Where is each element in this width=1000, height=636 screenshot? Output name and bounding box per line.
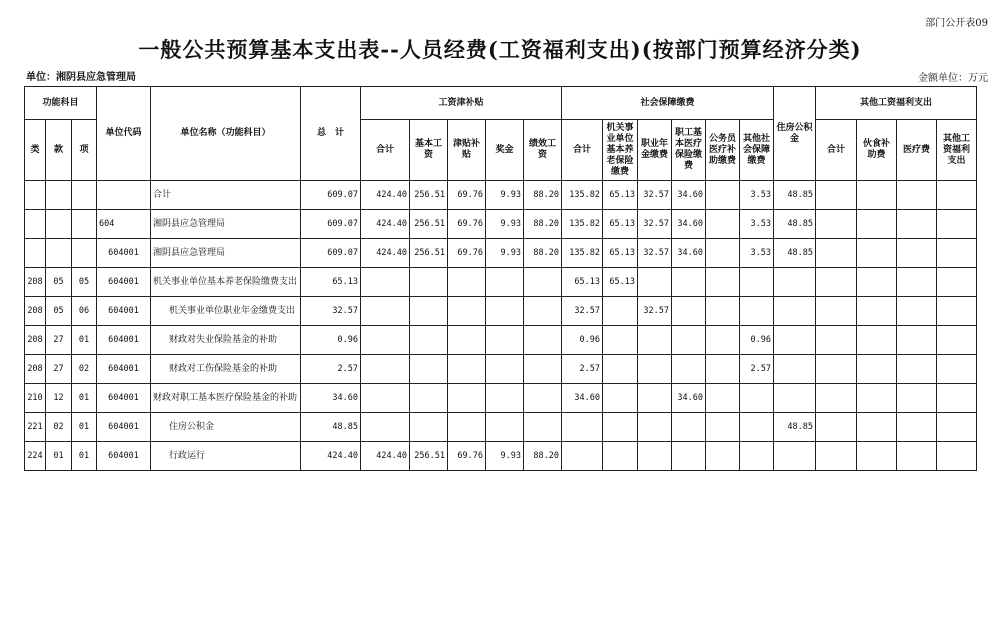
cell-housing: 48.85 xyxy=(774,181,816,210)
cell-o-total xyxy=(816,297,857,326)
cell-o-other xyxy=(937,384,977,413)
cell-w-bonus xyxy=(486,384,524,413)
cell-w-total xyxy=(361,268,410,297)
header-func-subject: 功能科目 xyxy=(25,87,97,120)
cell-w-basic xyxy=(410,413,448,442)
cell-lei: 221 xyxy=(25,413,46,442)
cell-o-other xyxy=(937,442,977,471)
cell-xiang: 01 xyxy=(72,442,97,471)
cell-w-basic: 256.51 xyxy=(410,239,448,268)
cell-o-med xyxy=(897,355,937,384)
cell-w-bonus xyxy=(486,355,524,384)
cell-code: 604001 xyxy=(97,413,151,442)
header-kuan: 款 xyxy=(46,120,72,181)
cell-total: 65.13 xyxy=(301,268,361,297)
cell-total: 0.96 xyxy=(301,326,361,355)
cell-s-pension xyxy=(603,297,638,326)
header-wage-performance: 绩效工资 xyxy=(524,120,562,181)
cell-lei xyxy=(25,181,46,210)
cell-xiang: 01 xyxy=(72,413,97,442)
cell-w-basic xyxy=(410,384,448,413)
table-row xyxy=(25,355,977,384)
cell-w-allow: 69.76 xyxy=(448,442,486,471)
cell-s-medical xyxy=(672,413,706,442)
cell-o-other xyxy=(937,268,977,297)
cell-name: 财政对职工基本医疗保险基金的补助 xyxy=(151,384,301,413)
cell-s-total: 65.13 xyxy=(562,268,603,297)
cell-s-total: 135.82 xyxy=(562,210,603,239)
cell-o-med xyxy=(897,384,937,413)
cell-total: 34.60 xyxy=(301,384,361,413)
cell-o-med xyxy=(897,181,937,210)
cell-s-annuity: 32.57 xyxy=(638,297,672,326)
cell-w-basic xyxy=(410,355,448,384)
cell-w-basic: 256.51 xyxy=(410,210,448,239)
cell-o-med xyxy=(897,239,937,268)
cell-o-med xyxy=(897,413,937,442)
cell-name: 机关事业单位职业年金缴费支出 xyxy=(151,297,301,326)
cell-w-allow: 69.76 xyxy=(448,181,486,210)
cell-housing xyxy=(774,384,816,413)
cell-o-total xyxy=(816,268,857,297)
cell-s-medical xyxy=(672,355,706,384)
cell-name: 财政对工伤保险基金的补助 xyxy=(151,355,301,384)
cell-s-other: 0.96 xyxy=(740,326,774,355)
cell-total: 609.07 xyxy=(301,239,361,268)
header-social-civil-servant: 公务员医疗补助缴费 xyxy=(706,120,740,181)
cell-s-medical: 34.60 xyxy=(672,384,706,413)
header-social-group: 社会保障缴费 xyxy=(562,87,774,120)
cell-kuan: 27 xyxy=(46,355,72,384)
cell-w-perf: 88.20 xyxy=(524,239,562,268)
cell-s-medical xyxy=(672,297,706,326)
cell-lei xyxy=(25,210,46,239)
cell-code: 604001 xyxy=(97,297,151,326)
cell-s-annuity xyxy=(638,413,672,442)
cell-w-allow xyxy=(448,413,486,442)
cell-o-other xyxy=(937,239,977,268)
cell-o-other xyxy=(937,181,977,210)
cell-housing: 48.85 xyxy=(774,413,816,442)
cell-housing: 48.85 xyxy=(774,239,816,268)
cell-s-annuity xyxy=(638,442,672,471)
cell-code: 604001 xyxy=(97,442,151,471)
cell-s-civil xyxy=(706,239,740,268)
header-other-total: 合计 xyxy=(816,120,857,181)
cell-kuan: 01 xyxy=(46,442,72,471)
cell-total: 48.85 xyxy=(301,413,361,442)
cell-s-total: 135.82 xyxy=(562,239,603,268)
cell-w-perf xyxy=(524,413,562,442)
cell-s-pension xyxy=(603,355,638,384)
cell-w-basic xyxy=(410,297,448,326)
cell-w-total xyxy=(361,297,410,326)
cell-name: 住房公积金 xyxy=(151,413,301,442)
header-social-total: 合计 xyxy=(562,120,603,181)
cell-s-annuity xyxy=(638,384,672,413)
header-total: 总 计 xyxy=(301,87,361,181)
cell-o-other xyxy=(937,326,977,355)
header-other-welfare: 其他工资福利支出 xyxy=(937,120,977,181)
cell-w-basic: 256.51 xyxy=(410,442,448,471)
cell-w-total: 424.40 xyxy=(361,239,410,268)
cell-s-other xyxy=(740,384,774,413)
cell-o-meal xyxy=(857,297,897,326)
cell-o-total xyxy=(816,210,857,239)
cell-w-bonus xyxy=(486,297,524,326)
cell-o-meal xyxy=(857,268,897,297)
cell-w-basic xyxy=(410,326,448,355)
form-number: 部门公开表09 xyxy=(925,18,988,29)
cell-code: 604001 xyxy=(97,239,151,268)
cell-code: 604001 xyxy=(97,355,151,384)
cell-w-total: 424.40 xyxy=(361,181,410,210)
cell-s-total xyxy=(562,442,603,471)
cell-o-total xyxy=(816,413,857,442)
cell-s-civil xyxy=(706,355,740,384)
cell-s-other xyxy=(740,268,774,297)
cell-s-other xyxy=(740,413,774,442)
cell-s-annuity xyxy=(638,355,672,384)
header-other-meal: 伙食补助费 xyxy=(857,120,897,181)
cell-s-pension xyxy=(603,442,638,471)
header-social-medical: 职工基本医疗保险缴费 xyxy=(672,120,706,181)
cell-s-other: 3.53 xyxy=(740,239,774,268)
header-other-medical: 医疗费 xyxy=(897,120,937,181)
cell-kuan: 12 xyxy=(46,384,72,413)
header-wage-basic: 基本工资 xyxy=(410,120,448,181)
cell-o-meal xyxy=(857,210,897,239)
cell-xiang: 01 xyxy=(72,326,97,355)
cell-w-perf xyxy=(524,297,562,326)
cell-kuan: 02 xyxy=(46,413,72,442)
cell-w-perf xyxy=(524,384,562,413)
cell-housing xyxy=(774,355,816,384)
cell-w-bonus: 9.93 xyxy=(486,239,524,268)
header-lei: 类 xyxy=(25,120,46,181)
cell-w-bonus xyxy=(486,268,524,297)
cell-o-other xyxy=(937,355,977,384)
cell-o-meal xyxy=(857,413,897,442)
table-row xyxy=(25,181,977,210)
header-housing: 住房公积金 xyxy=(774,87,816,181)
cell-w-allow xyxy=(448,355,486,384)
cell-s-total: 34.60 xyxy=(562,384,603,413)
cell-name: 财政对失业保险基金的补助 xyxy=(151,326,301,355)
cell-w-total: 424.40 xyxy=(361,442,410,471)
cell-s-total: 32.57 xyxy=(562,297,603,326)
cell-xiang xyxy=(72,210,97,239)
cell-code: 604 xyxy=(97,210,151,239)
cell-lei: 208 xyxy=(25,297,46,326)
header-wage-allowance: 津贴补贴 xyxy=(448,120,486,181)
cell-s-annuity xyxy=(638,268,672,297)
cell-s-pension: 65.13 xyxy=(603,268,638,297)
header-social-other: 其他社会保障缴费 xyxy=(740,120,774,181)
cell-o-other xyxy=(937,413,977,442)
cell-s-other: 3.53 xyxy=(740,210,774,239)
cell-w-bonus xyxy=(486,413,524,442)
cell-name: 合计 xyxy=(151,181,301,210)
cell-w-allow: 69.76 xyxy=(448,239,486,268)
cell-s-total: 2.57 xyxy=(562,355,603,384)
cell-o-meal xyxy=(857,442,897,471)
cell-s-civil xyxy=(706,384,740,413)
cell-s-civil xyxy=(706,413,740,442)
cell-s-civil xyxy=(706,297,740,326)
cell-s-annuity: 32.57 xyxy=(638,210,672,239)
header-xiang: 项 xyxy=(72,120,97,181)
cell-o-total xyxy=(816,239,857,268)
cell-s-pension xyxy=(603,384,638,413)
cell-o-meal xyxy=(857,326,897,355)
cell-s-other: 2.57 xyxy=(740,355,774,384)
unit-label: 单位：湘阴县应急管理局 xyxy=(26,72,136,83)
cell-s-other xyxy=(740,297,774,326)
cell-code xyxy=(97,181,151,210)
cell-o-meal xyxy=(857,239,897,268)
cell-name: 湘阴县应急管理局 xyxy=(151,239,301,268)
cell-w-allow xyxy=(448,384,486,413)
cell-s-civil xyxy=(706,181,740,210)
cell-s-total: 0.96 xyxy=(562,326,603,355)
cell-kuan: 05 xyxy=(46,297,72,326)
table-row xyxy=(25,413,977,442)
cell-s-total: 135.82 xyxy=(562,181,603,210)
header-wage-bonus: 奖金 xyxy=(486,120,524,181)
cell-s-pension: 65.13 xyxy=(603,239,638,268)
cell-w-perf: 88.20 xyxy=(524,442,562,471)
cell-s-pension: 65.13 xyxy=(603,181,638,210)
cell-w-perf: 88.20 xyxy=(524,181,562,210)
cell-total: 2.57 xyxy=(301,355,361,384)
cell-kuan: 05 xyxy=(46,268,72,297)
cell-s-medical xyxy=(672,326,706,355)
table-row xyxy=(25,268,977,297)
cell-s-other xyxy=(740,442,774,471)
cell-xiang xyxy=(72,181,97,210)
cell-housing xyxy=(774,297,816,326)
cell-w-perf xyxy=(524,355,562,384)
cell-total: 609.07 xyxy=(301,181,361,210)
cell-housing xyxy=(774,326,816,355)
cell-s-medical: 34.60 xyxy=(672,181,706,210)
cell-o-med xyxy=(897,268,937,297)
cell-o-total xyxy=(816,181,857,210)
cell-s-pension xyxy=(603,326,638,355)
cell-code: 604001 xyxy=(97,326,151,355)
cell-o-total xyxy=(816,355,857,384)
header-other-group: 其他工资福利支出 xyxy=(816,87,977,120)
cell-xiang: 06 xyxy=(72,297,97,326)
cell-lei xyxy=(25,239,46,268)
cell-o-med xyxy=(897,442,937,471)
cell-o-other xyxy=(937,210,977,239)
cell-s-total xyxy=(562,413,603,442)
cell-total: 32.57 xyxy=(301,297,361,326)
cell-w-allow: 69.76 xyxy=(448,210,486,239)
cell-s-other: 3.53 xyxy=(740,181,774,210)
cell-o-meal xyxy=(857,181,897,210)
header-unit-name: 单位名称（功能科目） xyxy=(151,87,301,181)
cell-s-medical: 34.60 xyxy=(672,239,706,268)
cell-w-bonus: 9.93 xyxy=(486,442,524,471)
cell-s-pension: 65.13 xyxy=(603,210,638,239)
cell-w-total: 424.40 xyxy=(361,210,410,239)
cell-o-meal xyxy=(857,384,897,413)
cell-lei: 208 xyxy=(25,355,46,384)
cell-o-med xyxy=(897,326,937,355)
cell-xiang: 05 xyxy=(72,268,97,297)
cell-s-annuity xyxy=(638,326,672,355)
cell-kuan: 27 xyxy=(46,326,72,355)
cell-xiang: 02 xyxy=(72,355,97,384)
cell-s-medical: 34.60 xyxy=(672,210,706,239)
cell-xiang xyxy=(72,239,97,268)
cell-housing xyxy=(774,268,816,297)
cell-kuan xyxy=(46,239,72,268)
cell-kuan xyxy=(46,181,72,210)
cell-code: 604001 xyxy=(97,268,151,297)
cell-total: 609.07 xyxy=(301,210,361,239)
cell-o-total xyxy=(816,326,857,355)
cell-code: 604001 xyxy=(97,384,151,413)
cell-w-perf: 88.20 xyxy=(524,210,562,239)
cell-o-total xyxy=(816,384,857,413)
cell-housing xyxy=(774,442,816,471)
cell-w-basic xyxy=(410,268,448,297)
table-row xyxy=(25,210,977,239)
cell-w-total xyxy=(361,413,410,442)
cell-lei: 224 xyxy=(25,442,46,471)
cell-w-perf xyxy=(524,268,562,297)
cell-total: 424.40 xyxy=(301,442,361,471)
header-wage-group: 工资津补贴 xyxy=(361,87,562,120)
cell-w-perf xyxy=(524,326,562,355)
header-unit-code: 单位代码 xyxy=(97,87,151,181)
cell-w-total xyxy=(361,326,410,355)
cell-o-med xyxy=(897,297,937,326)
cell-w-allow xyxy=(448,268,486,297)
cell-w-total xyxy=(361,384,410,413)
table-row xyxy=(25,384,977,413)
cell-xiang: 01 xyxy=(72,384,97,413)
cell-s-medical xyxy=(672,442,706,471)
cell-name: 机关事业单位基本养老保险缴费支出 xyxy=(151,268,301,297)
cell-w-allow xyxy=(448,297,486,326)
cell-lei: 208 xyxy=(25,326,46,355)
cell-w-bonus xyxy=(486,326,524,355)
cell-s-annuity: 32.57 xyxy=(638,181,672,210)
cell-name: 湘阴县应急管理局 xyxy=(151,210,301,239)
cell-o-med xyxy=(897,210,937,239)
cell-kuan xyxy=(46,210,72,239)
cell-s-civil xyxy=(706,442,740,471)
cell-w-allow xyxy=(448,326,486,355)
cell-s-civil xyxy=(706,210,740,239)
cell-s-medical xyxy=(672,268,706,297)
cell-s-pension xyxy=(603,413,638,442)
table-row xyxy=(25,297,977,326)
cell-w-basic: 256.51 xyxy=(410,181,448,210)
cell-w-bonus: 9.93 xyxy=(486,210,524,239)
header-social-annuity: 职业年金缴费 xyxy=(638,120,672,181)
cell-o-other xyxy=(937,297,977,326)
cell-o-meal xyxy=(857,355,897,384)
cell-lei: 210 xyxy=(25,384,46,413)
table-row xyxy=(25,326,977,355)
expenditure-table xyxy=(24,86,977,471)
amount-unit: 金额单位：万元 xyxy=(918,73,988,84)
cell-s-annuity: 32.57 xyxy=(638,239,672,268)
cell-s-civil xyxy=(706,268,740,297)
cell-housing: 48.85 xyxy=(774,210,816,239)
header-social-pension: 机关事业单位基本养老保险缴费 xyxy=(603,120,638,181)
cell-w-total xyxy=(361,355,410,384)
cell-s-civil xyxy=(706,326,740,355)
header-wage-total: 合计 xyxy=(361,120,410,181)
cell-o-total xyxy=(816,442,857,471)
table-row xyxy=(25,442,977,471)
cell-w-bonus: 9.93 xyxy=(486,181,524,210)
page-title: 一般公共预算基本支出表--人员经费(工资福利支出)(按部门预算经济分类) xyxy=(138,37,862,62)
cell-name: 行政运行 xyxy=(151,442,301,471)
cell-lei: 208 xyxy=(25,268,46,297)
table-row xyxy=(25,239,977,268)
